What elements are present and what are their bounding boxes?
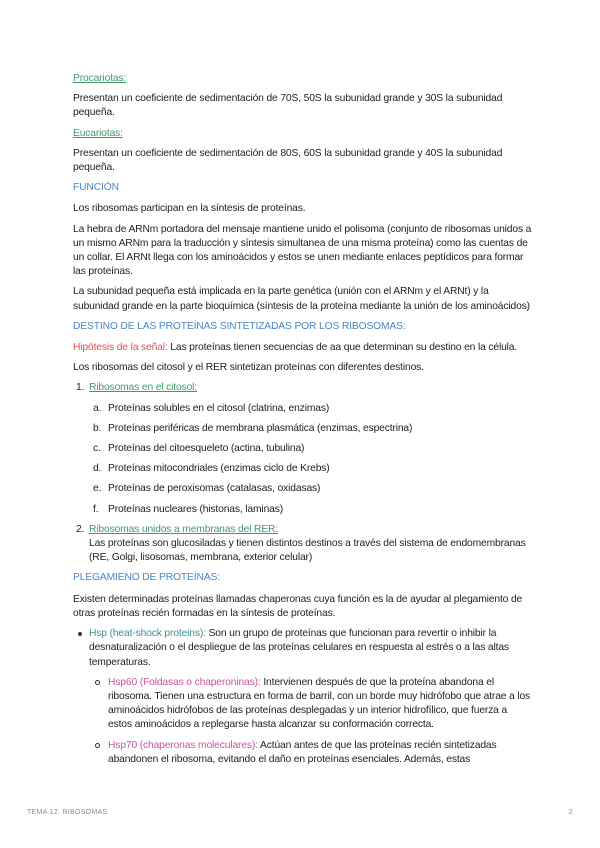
destination-paragraph-2: Los ribosomas del citosol y el RER sintetizan proteínas con diferentes destinos. [73,362,424,374]
bullet-dot [78,632,82,636]
hsp-label: Hsp (heat-shock proteins): [89,628,206,640]
folding-paragraph-1: Existen determinadas proteínas llamadas chaperonas cuya función es la de ayudar al plegamiento de otras proteínas recién formadas en la síntesis de proteínas. [73,593,523,619]
list-number: 1. [76,382,85,394]
hsp70-bullet [73,739,533,767]
hsp60-text: Intervienen después de que la proteína abandona el ribosoma. Tienen una estructura en forma de barril, con un borde muy hidrófobo que atrae a los aminoácidos hidrófobos de las proteínas desplegadas y un interior hidrofílico, que fuerza a estos aminoácidos a replegarse hasta alcanzar su conformación correcta. [108,676,531,731]
function-heading: FUNCIÓN [73,182,119,194]
sub-list-item: f. Proteínas nucleares (histonas, laminas) [93,503,284,515]
function-paragraph-2: La hebra de ARNm portadora del mensaje mantiene unido el polisoma (conjunto de ribosomas unidos a un mismo ARNm para la traducción y síntesis simultanea de una misma proteína) como las cuentas de un collar. El ARNt llega con los aminoácidos y estos se unen mediante enlaces peptídicos para formar las proteínas. [73,223,532,278]
function-paragraph-3: La subunidad pequeña está implicada en la parte genética (unión con el ARNm y el ARNt) y la subunidad grande en la parte bioquímica (síntesis de la proteína mediante la unión de los aminoácidos) [73,286,530,312]
cytosol-label: Ribosomas en el citosol: [89,382,198,394]
hsp70-label: Hsp70 (chaperonas moleculares): [108,739,258,751]
list-item-cytosol [73,381,533,395]
sub-list-item: e. Proteínas de peroxisomas (catalasas, oxidasas) [93,483,321,495]
hsp-bullet [73,627,533,670]
rer-label: Ribosomas unidos a membranas del RER: [89,523,279,535]
footer-title: TEMA 12. RIBOSOMAS [27,809,108,816]
bullet-circle [95,680,100,685]
sub-list-item: c. Proteínas del citoesqueleto (actina, tubulina) [93,443,305,455]
hsp70-text: Actúan antes de que las proteínas recién sintetizadas abandonen el ribosoma, evitando el daño en proteínas esenciales. Además, estas [108,739,497,765]
bullet-circle [95,743,100,748]
eukaryotes-heading: Eucariotas: [73,127,123,139]
destination-heading: DESTINO DE LAS PROTEÍNAS SINTETIZADAS POR LOS RIBOSOMAS: [73,320,406,332]
eukaryotes-text: Presentan un coeficiente de sedimentación de 80S, 60S la subunidad grande y 40S la subunidad pequeña. [73,147,503,174]
sub-list-item: b. Proteínas periféricas de membrana plasmática (enzimas, espectrina) [93,422,413,434]
sub-list-item: d. Proteínas mitocondriales (enzimas ciclo de Krebs) [93,463,330,475]
prokaryotes-heading: Procariotas: [73,73,127,84]
rer-text: Las proteínas son glucosiladas y tienen distintos destinos a través del sistema de endomembranas (RE, Golgi, lisosomas, membrana, exterior celular) [89,538,526,564]
hsp-text: Son un grupo de proteínas que funcionan para revertir o inhibir la desnaturalización o el despliegue de las proteínas celulares en respuesta al estrés o a las altas temperaturas. [89,628,509,668]
signal-hypothesis [73,341,533,355]
hsp60-bullet [73,676,533,733]
list-item-rer [73,523,533,566]
folding-heading: PLEGAMIENO DE PROTEÍNAS: [73,572,220,584]
signal-hypothesis-text: Las proteínas tienen secuencias de aa que determinan su destino en la célula. [167,342,518,354]
sub-list-item: a. Proteínas solubles en el citosol (clatrina, enzimas) [93,402,330,414]
hsp60-label: Hsp60 (Foldasas o chaperoninas): [108,676,261,688]
signal-hypothesis-label: Hipótesis de la señal: [73,342,168,354]
document-body [73,72,533,773]
function-paragraph-1: Los ribosomas participan en la síntesis de proteínas. [73,203,306,215]
list-number: 2. [76,523,85,535]
page-number: 2 [568,809,573,816]
prokaryotes-text: Presentan un coeficiente de sedimentación de 70S, 50S la subunidad grande y 30S la subunidad pequeña. [73,93,503,119]
